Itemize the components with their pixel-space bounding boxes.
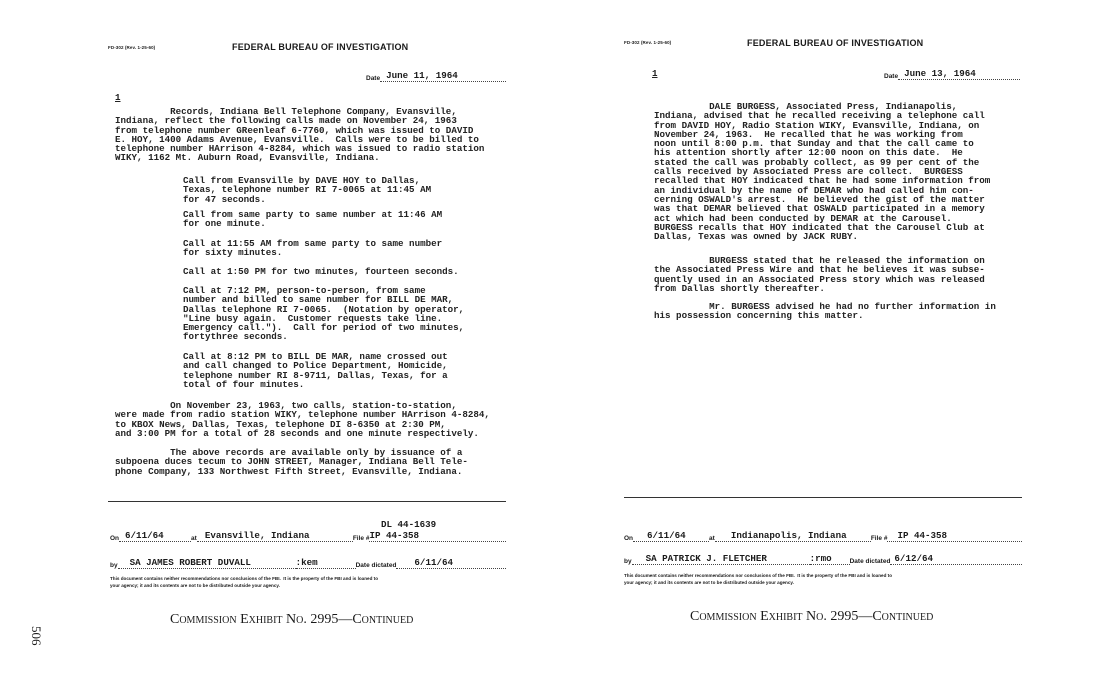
date-field bbox=[884, 68, 1020, 80]
file-number-1: DL 44-1639 bbox=[381, 519, 437, 530]
by-label: by bbox=[624, 558, 632, 565]
disclaimer: This document contains neither recommendations nor conclusions of the FBI. It is the property of the FBI and is loaned to your agency; it and its contents are not to be distributed outside your agency. bbox=[624, 573, 892, 585]
divider bbox=[624, 497, 1022, 498]
at-label: at bbox=[709, 535, 715, 542]
page-marker: 1 bbox=[115, 92, 121, 103]
wire-paragraph: BURGESS stated that he released the information on the Associated Press Wire and that he believes it was subse- quently used in an Associated Press story which was released from Dallas shortly thereafter. bbox=[654, 255, 985, 294]
initials: :rmo bbox=[810, 553, 850, 565]
file-label: File # bbox=[870, 535, 888, 542]
dictated-date: 6/11/64 bbox=[396, 557, 506, 569]
date-field bbox=[366, 70, 506, 82]
exhibit-caption: Commission Exhibit No. 2995—Continued bbox=[170, 612, 414, 627]
agent-name: SA JAMES ROBERT DUVALL bbox=[118, 557, 296, 569]
agency-title: FEDERAL BUREAU OF INVESTIGATION bbox=[232, 42, 409, 52]
on-date: 6/11/64 bbox=[633, 530, 709, 542]
at-label: at bbox=[191, 535, 197, 542]
file-number: IP 44-358 bbox=[887, 530, 1022, 542]
date-value: June 11, 1964 bbox=[380, 70, 506, 82]
on-date: 6/11/64 bbox=[119, 530, 191, 542]
records-paragraph: Records, Indiana Bell Telephone Company, Evansville, Indiana, reflect the following calls made on November 24, 1963 from telephone number GReenleaf 6-7760, which was issued to DAVID E. HOY, 1400 Adams Avenue, Evansville. Calls were to be billed to telephone number HArrison 4-8284, which was issued to radio station WIKY, 1162 Mt. Auburn Road, Evansville, Indiana. bbox=[115, 106, 485, 164]
call-entry: Call from same party to same number at 11:46 AM for one minute. bbox=[183, 209, 443, 230]
page-marker: 1 bbox=[652, 68, 658, 79]
place: Indianapolis, Indiana bbox=[715, 530, 871, 542]
file-number-2: IP 44-358 bbox=[369, 530, 506, 542]
call-entry: Call at 11:55 AM from same party to same number for sixty minutes. bbox=[183, 238, 443, 259]
date-value: June 13, 1964 bbox=[898, 68, 1020, 80]
on-line bbox=[110, 530, 506, 542]
on-label: On bbox=[110, 535, 120, 542]
page-number: 506 bbox=[29, 626, 44, 646]
agency-title: FEDERAL BUREAU OF INVESTIGATION bbox=[747, 38, 924, 48]
call-entry: Call at 7:12 PM, person-to-person, from same number and billed to same number for BILL DE MAR, Dallas telephone RI 7-0065. (Notation by operator, "Line busy again. Customer requests take line. Emergency call."). Call for period of two minutes, fortythree seconds. bbox=[183, 285, 465, 343]
dictated-label: Date dictated bbox=[849, 558, 891, 565]
dictated-label: Date dictated bbox=[355, 562, 397, 569]
by-line bbox=[110, 557, 506, 569]
on-line bbox=[624, 530, 1022, 542]
file-label: File # bbox=[352, 535, 370, 542]
by-line bbox=[624, 553, 1022, 565]
date-label: Date bbox=[366, 75, 381, 82]
call-entry: Call from Evansville by DAVE HOY to Dallas, Texas, telephone number RI 7-0065 at 11:45 AM for 47 seconds. bbox=[183, 175, 432, 205]
call-entry: Call at 1:50 PM for two minutes, fourteen seconds. bbox=[183, 266, 459, 277]
by-label: by bbox=[110, 562, 118, 569]
place: Evansville, Indiana bbox=[197, 530, 353, 542]
date-label: Date bbox=[884, 73, 899, 80]
exhibit-caption: Commission Exhibit No. 2995—Continued bbox=[690, 609, 934, 624]
burgess-paragraph: DALE BURGESS, Associated Press, Indianapolis, Indiana, advised that he recalled receiving a telephone call from DAVID HOY, Radio Station WIKY, Evansville, Indiana, on November 24, 1963. He recalled that he was working from noon until 8:00 p.m. that Sunday and that the call came to his attention shortly after 12:00 noon on this date. He stated the call was probably collect, as 99 per cent of the calls received by Associated Press are collect. BURGESS recalled that HOY indicated that he had some information from an individual by the name of DEMAR who had called him con- cerning OSWALD's arrest. He believed the gist of the matter was that DEMAR believed that OSWALD participated in a memory act which had been conducted by DEMAR at the Carousel. BURGESS recalls that HOY indicated that the Carousel Club at Dallas, Texas was owned by JACK RUBY. bbox=[654, 101, 991, 243]
subpoena-paragraph: The above records are available only by issuance of a subpoena duces tecum to JOHN STREET, Manager, Indiana Bell Tele- phone Company, 133 Northwest Fifth Street, Evansville, Indiana. bbox=[115, 447, 468, 477]
on-label: On bbox=[624, 535, 634, 542]
disclaimer: This document contains neither recommendations nor conclusions of the FBI. It is the property of the FBI and is loaned to your agency; it and its contents are not to be distributed outside your agency. bbox=[110, 576, 378, 588]
dictated-date: 6/12/64 bbox=[890, 553, 1022, 565]
divider bbox=[108, 501, 506, 502]
agent-name: SA PATRICK J. FLETCHER bbox=[632, 553, 810, 565]
form-number: FD-302 (Rev. 1-25-60) bbox=[108, 45, 156, 50]
closing-paragraph: Mr. BURGESS advised he had no further information in his possession concerning this matter. bbox=[654, 301, 996, 322]
initials: :kem bbox=[296, 557, 356, 569]
call-entry: Call at 8:12 PM to BILL DE MAR, name crossed out and call changed to Police Department, Homicide, telephone number RI 8-9711, Dallas, Texas, for a total of four minutes. bbox=[183, 351, 448, 390]
form-number: FD-302 (Rev. 1-25-60) bbox=[624, 40, 672, 45]
november-23-paragraph: On November 23, 1963, two calls, station-to-station, were made from radio station WIKY, telephone number HArrison 4-8284, to KBOX News, Dallas, Texas, telephone DI 8-6350 at 2:30 PM, and 3:00 PM for a total of 28 seconds and one minute respectively. bbox=[115, 400, 490, 439]
